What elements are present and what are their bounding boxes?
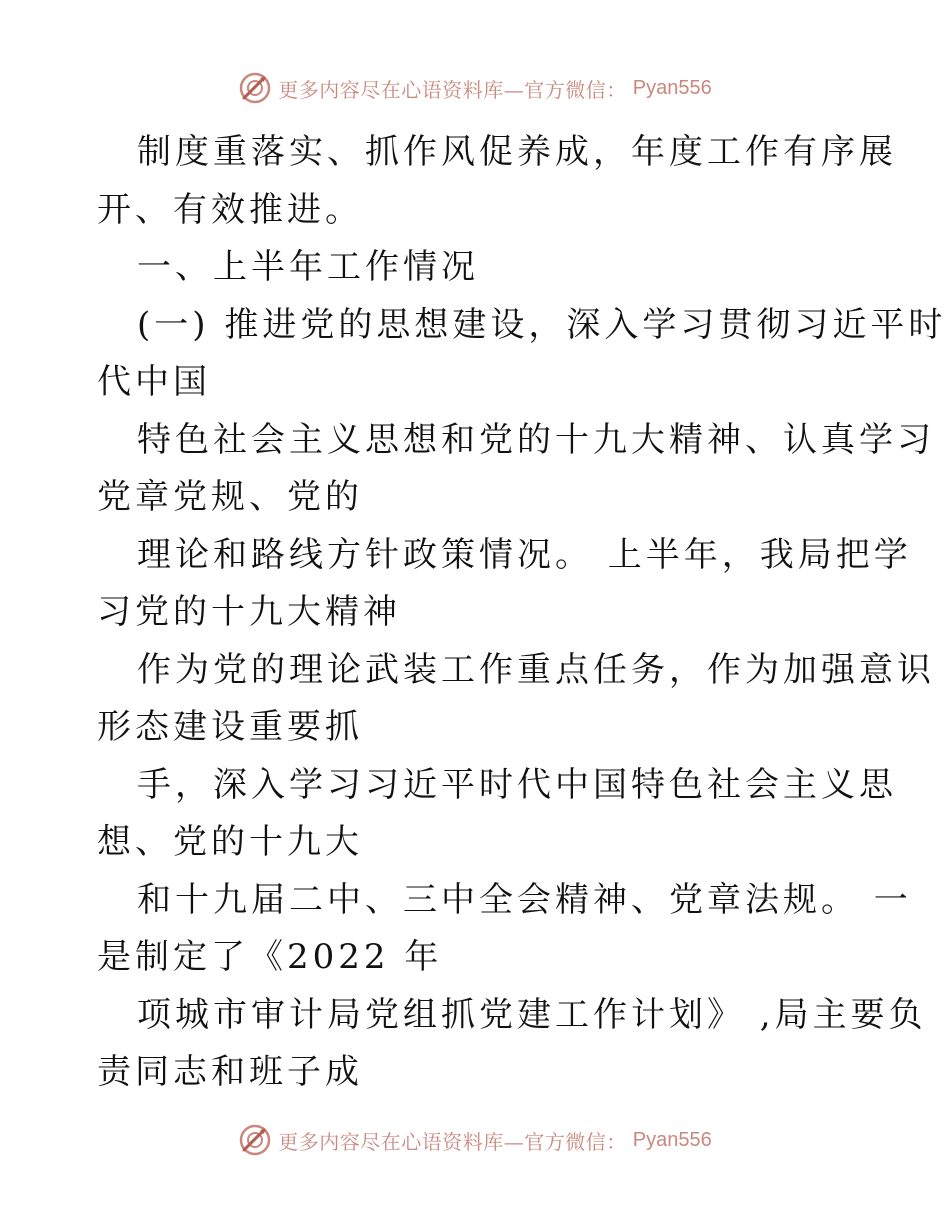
paragraph-line: 和十九届二中、三中全会精神、党章法规。 一 (137, 879, 912, 920)
watermark-text: 更多内容尽在心语资料库—官方微信： (278, 77, 627, 102)
watermark-header (0, 68, 950, 108)
paragraph-line: 开、有效推进。 (97, 189, 363, 230)
paragraph-line: 代中国 (97, 362, 211, 402)
watermark-id: Pyan556 (632, 1128, 712, 1151)
paragraph-line: 党章党规、党的 (97, 477, 363, 517)
watermark-footer (0, 1120, 950, 1160)
paragraph-line: 是制定了《2022 年 (97, 937, 443, 977)
paragraph-line: 手，深入学习习近平时代中国特色社会主义思 (137, 764, 897, 805)
paragraph-line: 理论和路线方针政策情况。 上半年，我局把学 (137, 534, 912, 575)
section-heading: 一、上半年工作情况 (137, 247, 479, 287)
paragraph-line: 想、党的十九大 (97, 822, 363, 862)
paragraph-line: 形态建设重要抓 (97, 707, 363, 747)
paragraph-line: 特色社会主义思想和党的十九大精神、认真学习 (137, 419, 935, 460)
subsection-heading: (一) 推进党的思想建设，深入学习贯彻习近平时 (137, 304, 947, 345)
paragraph-line: 作为党的理论武装工作重点任务，作为加强意识 (137, 649, 935, 690)
watermark-id: Pyan556 (632, 76, 712, 99)
paragraph-line: 责同志和班子成 (97, 1052, 363, 1092)
paragraph-line: 制度重落实、抓作风促养成，年度工作有序展 (137, 132, 897, 172)
logo-icon (238, 1123, 272, 1157)
paragraph-line: 习党的十九大精神 (97, 592, 401, 632)
document-body (97, 124, 947, 1102)
watermark-text: 更多内容尽在心语资料库—官方微信： (278, 1129, 627, 1154)
logo-icon (238, 71, 272, 105)
paragraph-line: 项城市审计局党组抓党建工作计划》 ,局主要负 (137, 994, 927, 1035)
